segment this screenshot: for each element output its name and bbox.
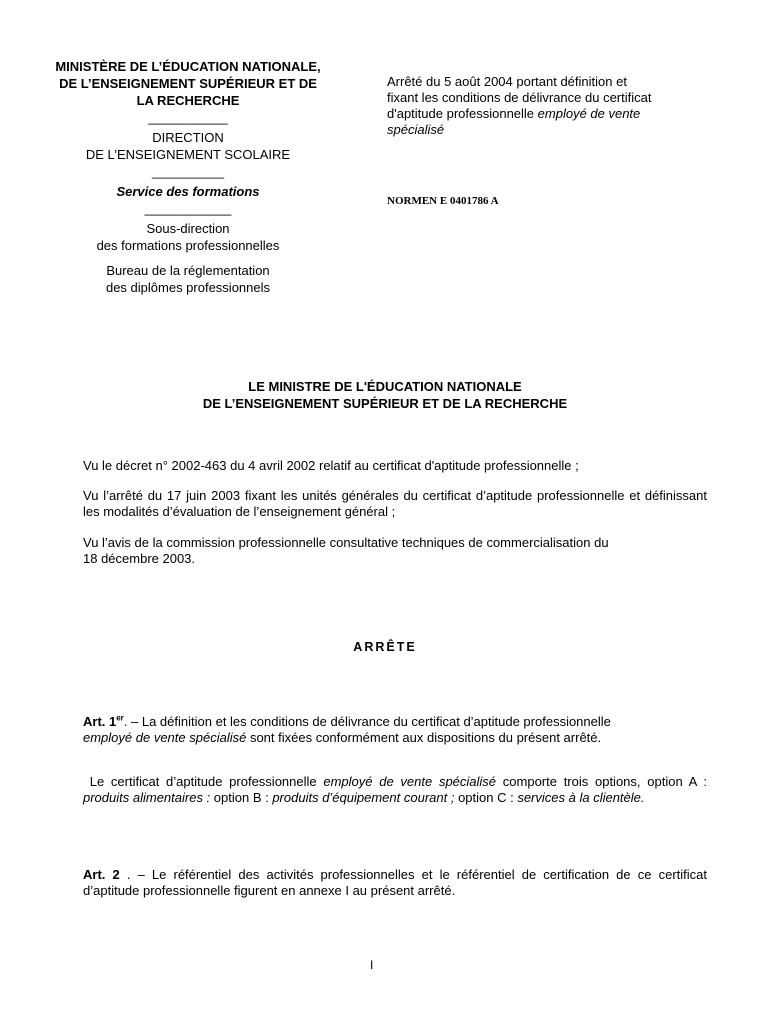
options-text-1: Le certificat d’aptitude professionnelle xyxy=(83,774,324,789)
ministry-line-3: LA RECHERCHE xyxy=(136,93,240,108)
separator-1: ___________ xyxy=(148,110,228,125)
minister-line-2: DE L’ENSEIGNEMENT SUPÉRIEUR ET DE LA RECHERCHE xyxy=(202,396,568,411)
options-paragraph xyxy=(83,774,707,806)
title-italic-2: spécialisé xyxy=(387,122,445,137)
options-italic-3: produits d’équipement courant ; xyxy=(272,790,455,805)
options-text-3: option B : xyxy=(210,790,273,805)
separator-2: __________ xyxy=(151,164,225,179)
ministry-line-1: MINISTÈRE DE L’ÉDUCATION NATIONALE, xyxy=(55,59,321,74)
ministry-line-2: DE L’ENSEIGNEMENT SUPÉRIEUR ET DE xyxy=(59,76,317,91)
arrete-title: ARRÊTE xyxy=(353,640,417,654)
minister-heading xyxy=(0,378,770,412)
service-formations: Service des formations xyxy=(116,184,260,199)
article-2 xyxy=(83,867,707,899)
visa-arrete: Vu l’arrêté du 17 juin 2003 fixant les unités générales du certificat d’aptitude professionnelle et définissant les modalités d’évaluation de l’enseignement général ; xyxy=(83,488,707,519)
normen-reference: NORMEN E 0401786 A xyxy=(387,195,499,207)
article-1-text-1: . – La définition et les conditions de délivrance du certificat d’aptitude professionnelle xyxy=(123,714,611,729)
visa-decret: Vu le décret n° 2002-463 du 4 avril 2002 relatif au certificat d'aptitude professionnelle ; xyxy=(83,458,579,473)
options-italic-2: produits alimentaires : xyxy=(83,790,211,805)
visa-avis-line-1: Vu l’avis de la commission professionnelle consultative techniques de commercialisation du xyxy=(83,535,609,550)
article-1-text-2: sont fixées conformément aux dispositions du présent arrêté. xyxy=(246,730,602,745)
title-line-1: Arrêté du 5 août 2004 portant définition et xyxy=(387,74,627,89)
sous-direction-line-2: des formations professionnelles xyxy=(96,238,280,253)
title-line-2: fixant les conditions de délivrance du certificat xyxy=(387,90,652,105)
bureau-line-2: des diplômes professionnels xyxy=(105,280,271,295)
direction-line-1: DIRECTION xyxy=(152,130,224,145)
title-line-3 xyxy=(387,106,717,122)
page-number: I xyxy=(370,958,374,972)
title-italic-1: employé de vente xyxy=(537,106,641,121)
separator-3: ____________ xyxy=(144,201,232,216)
direction-line-2: DE L’ENSEIGNEMENT SCOLAIRE xyxy=(85,147,291,162)
bureau-line-1: Bureau de la réglementation xyxy=(106,263,270,278)
article-1-label: Art. 1 xyxy=(83,714,117,729)
visa-avis xyxy=(83,535,707,567)
article-2-label: Art. 2 xyxy=(83,867,120,882)
sous-direction-line-1: Sous-direction xyxy=(146,221,230,236)
options-text-4: option C : xyxy=(454,790,518,805)
minister-line-1: LE MINISTRE DE L'ÉDUCATION NATIONALE xyxy=(248,379,522,394)
article-1-sup: er xyxy=(116,713,124,723)
header-right-title xyxy=(387,74,717,138)
article-1 xyxy=(83,714,707,746)
article-1-italic: employé de vente spécialisé xyxy=(83,730,247,745)
title-line-3-plain: d'aptitude professionnelle xyxy=(387,106,538,121)
article-2-text: . – Le référentiel des activités professionnelles et le référentiel de certification de ce certificat d’aptitude professionnelle figurent en annexe I au présent arrêté. xyxy=(83,867,707,898)
options-text-2: comporte trois options, option A : xyxy=(496,774,707,789)
options-italic-4: services à la clientèle. xyxy=(517,790,645,805)
header-left xyxy=(36,58,340,296)
visa-avis-line-2: 18 décembre 2003. xyxy=(83,551,196,566)
options-italic-1: employé de vente spécialisé xyxy=(323,774,497,789)
